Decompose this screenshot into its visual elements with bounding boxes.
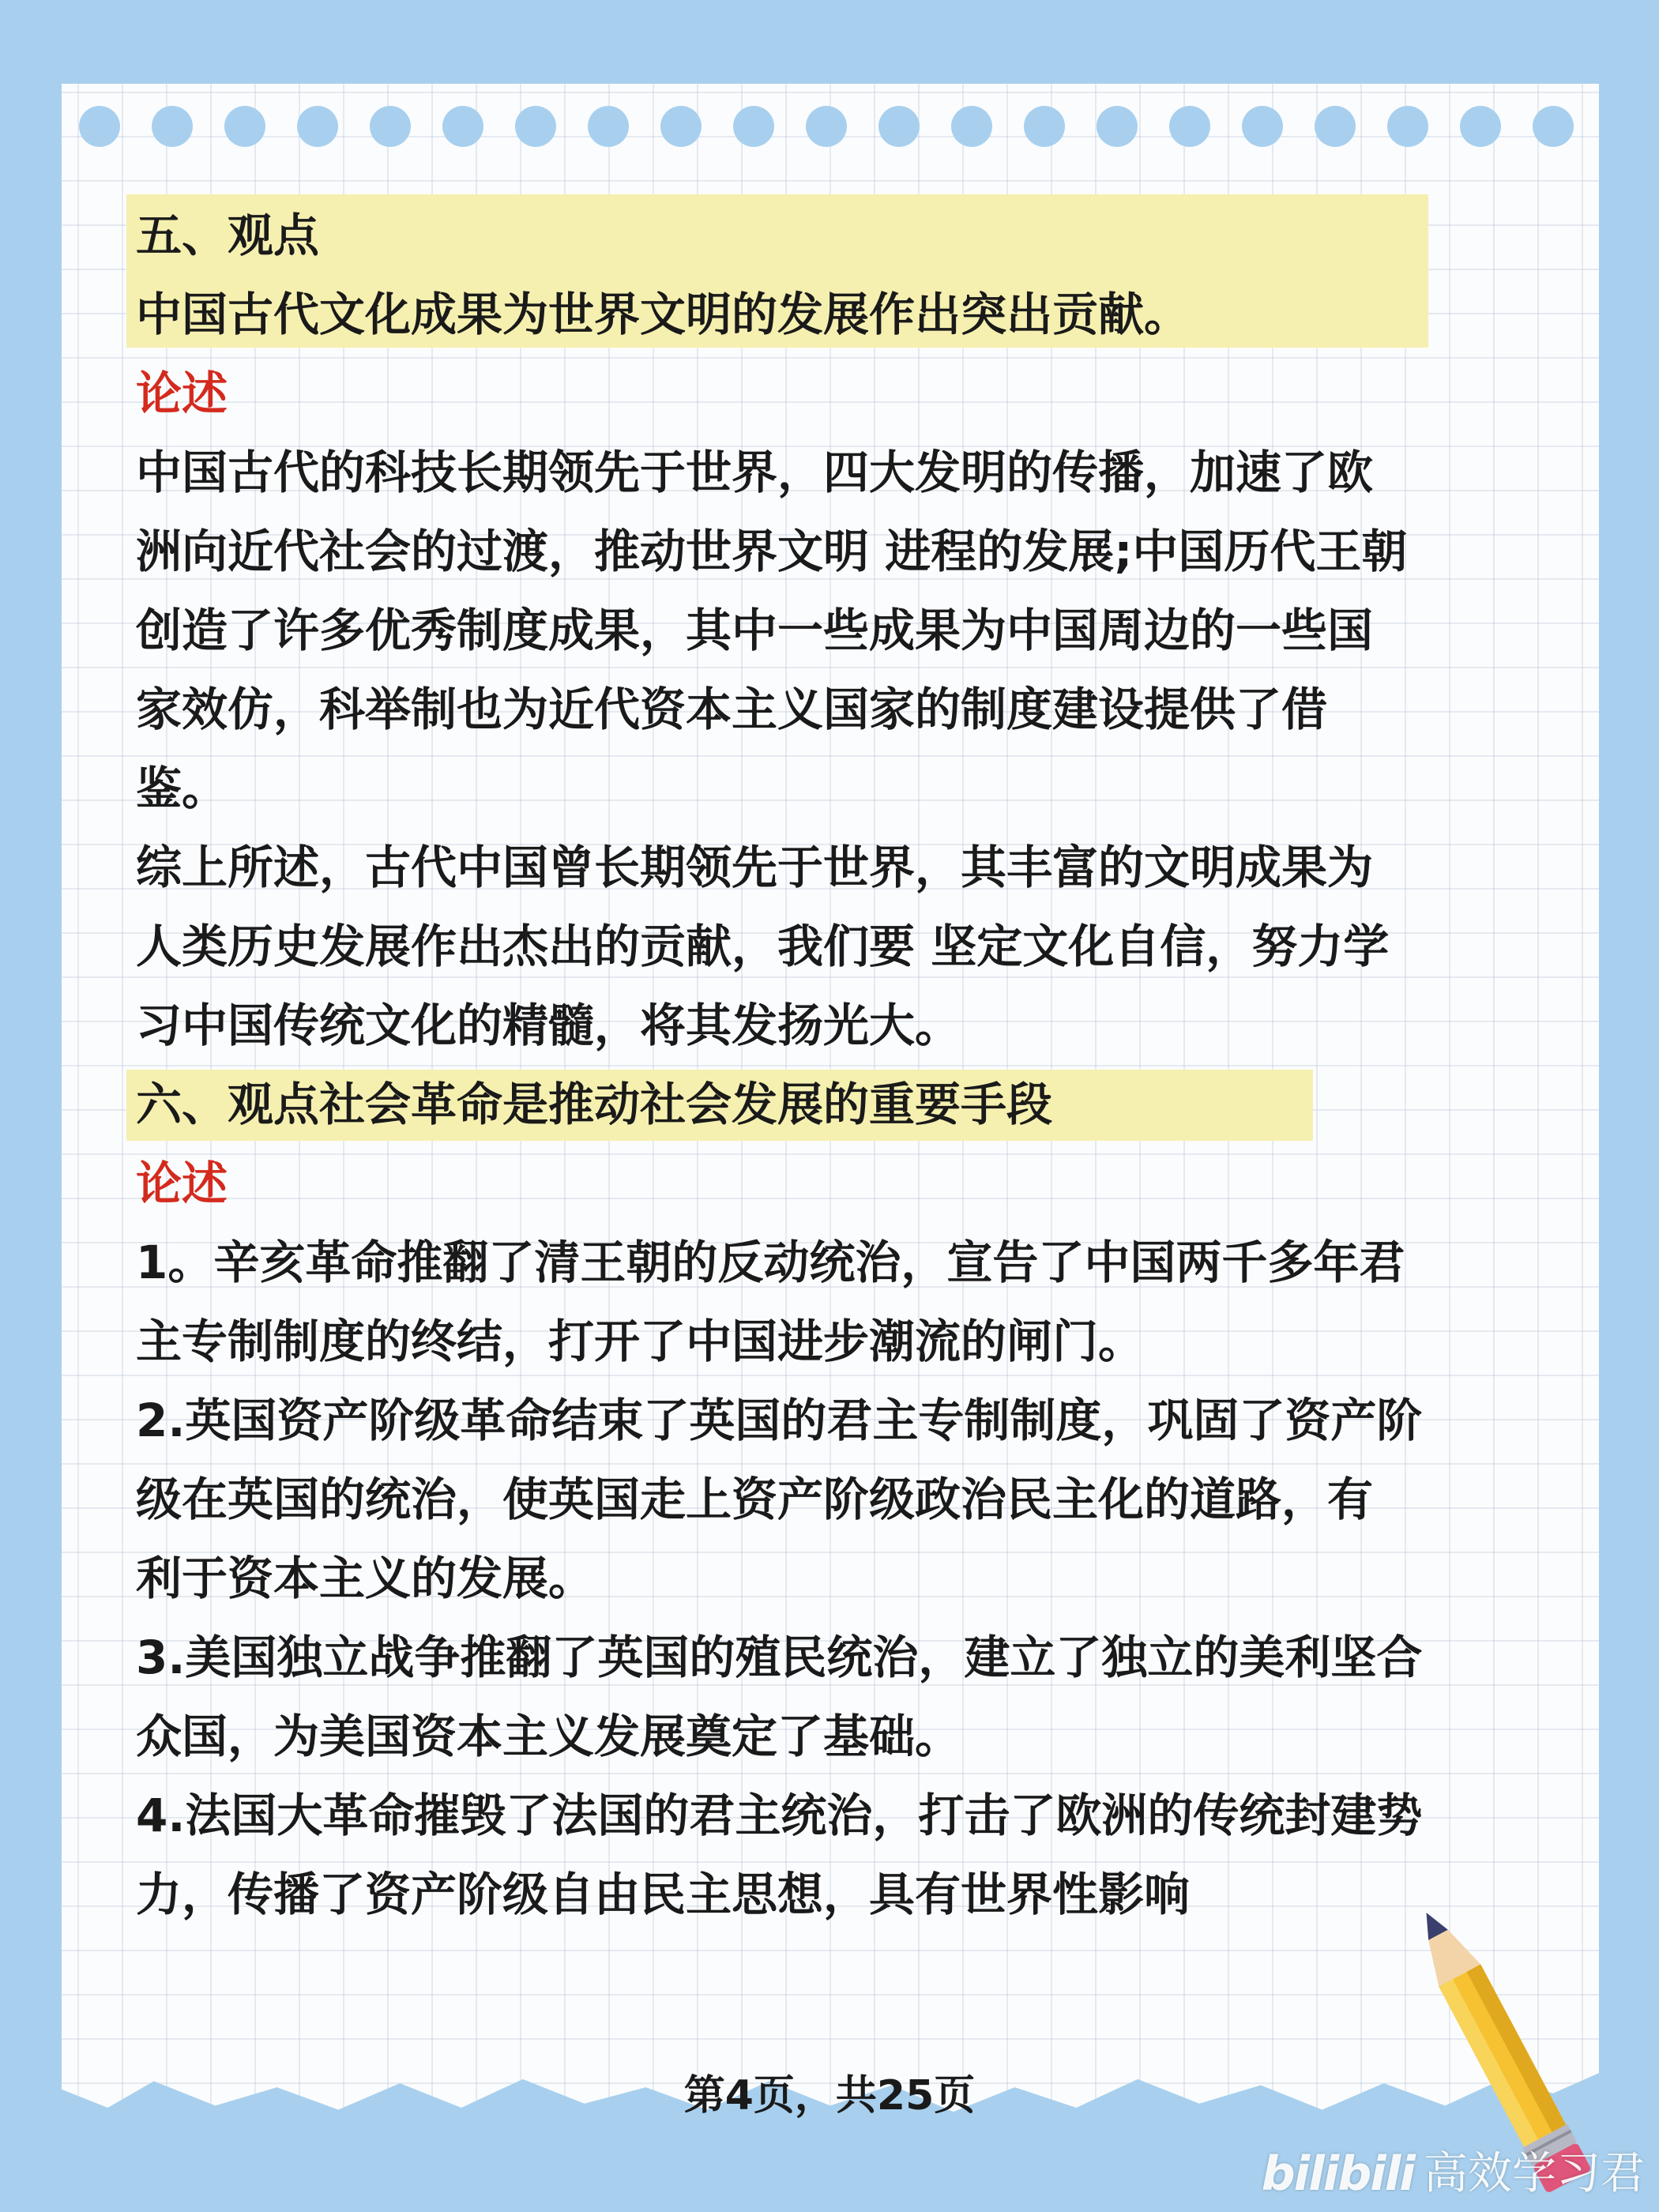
list-item: 2.英国资产阶级革命结束了英国的君主专制制度，巩固了资产阶 bbox=[136, 1394, 1423, 1447]
binder-hole bbox=[515, 106, 556, 147]
binder-hole bbox=[1169, 106, 1210, 147]
argument-label: 论述 bbox=[136, 367, 228, 420]
body-line: 人类历史发展作出杰出的贡献，我们要 坚定文化自信，努力学 bbox=[136, 920, 1390, 973]
list-item: 力，传播了资产阶级自由民主思想，具有世界性影响 bbox=[136, 1868, 1191, 1921]
list-item: 众国，为美国资本主义发展奠定了基础。 bbox=[136, 1710, 961, 1763]
binder-holes bbox=[79, 106, 1580, 153]
binder-hole bbox=[1097, 106, 1138, 147]
binder-hole bbox=[1460, 106, 1501, 147]
list-item: 级在英国的统治，使英国走上资产阶级政治民主化的道路，有 bbox=[136, 1473, 1374, 1526]
binder-hole bbox=[588, 106, 629, 147]
list-item: 利于资本主义的发展。 bbox=[136, 1552, 595, 1605]
body-line: 创造了许多优秀制度成果，其中一些成果为中国周边的一些国 bbox=[136, 604, 1374, 657]
viewpoint-statement: 中国古代文化成果为世界文明的发展作出突出贡献。 bbox=[136, 288, 1191, 341]
binder-hole bbox=[297, 106, 338, 147]
binder-hole bbox=[442, 106, 483, 147]
bilibili-watermark bbox=[1262, 2142, 1645, 2206]
body-line: 中国古代的科技长期领先于世界，四大发明的传播，加速了欧 bbox=[136, 446, 1374, 499]
binder-hole bbox=[1533, 106, 1574, 147]
body-line: 鉴。 bbox=[136, 762, 228, 815]
binder-hole bbox=[152, 106, 193, 147]
binder-hole bbox=[1387, 106, 1428, 147]
watermark-author: 高效学习君 bbox=[1424, 2148, 1645, 2199]
list-item: 1。辛亥革命推翻了清王朝的反动统治，宣告了中国两千多年君 bbox=[136, 1236, 1405, 1289]
list-item: 3.美国独立战争推翻了英国的殖民统治，建立了独立的美利坚合 bbox=[136, 1631, 1423, 1684]
list-item: 4.法国大革命摧毁了法国的君主统治，打击了欧洲的传统封建势 bbox=[136, 1789, 1423, 1842]
binder-hole bbox=[878, 106, 920, 147]
binder-hole bbox=[370, 106, 411, 147]
body-line: 家效仿，科举制也为近代资本主义国家的制度建设提供了借 bbox=[136, 683, 1328, 736]
binder-hole bbox=[951, 106, 992, 147]
binder-hole bbox=[1242, 106, 1283, 147]
binder-hole bbox=[806, 106, 847, 147]
binder-hole bbox=[660, 106, 702, 147]
argument-label: 论述 bbox=[136, 1157, 228, 1210]
list-item: 主专制制度的终结，打开了中国进步潮流的闸门。 bbox=[136, 1315, 1145, 1368]
bilibili-logo-icon: bilibili bbox=[1261, 2146, 1414, 2202]
section-heading: 六、观点社会革命是推动社会发展的重要手段 bbox=[136, 1078, 1053, 1131]
section-heading: 五、观点 bbox=[136, 209, 320, 262]
binder-hole bbox=[224, 106, 265, 147]
body-line: 综上所述，古代中国曾长期领先于世界，其丰富的文明成果为 bbox=[136, 841, 1374, 894]
binder-hole bbox=[79, 106, 120, 147]
page-indicator: 第4页，共25页 bbox=[683, 2072, 976, 2120]
binder-hole bbox=[1024, 106, 1065, 147]
body-line: 习中国传统文化的精髓，将其发扬光大。 bbox=[136, 999, 961, 1052]
binder-hole bbox=[1315, 106, 1356, 147]
binder-hole bbox=[733, 106, 774, 147]
body-line: 洲向近代社会的过渡，推动世界文明 进程的发展;中国历代王朝 bbox=[136, 525, 1408, 578]
